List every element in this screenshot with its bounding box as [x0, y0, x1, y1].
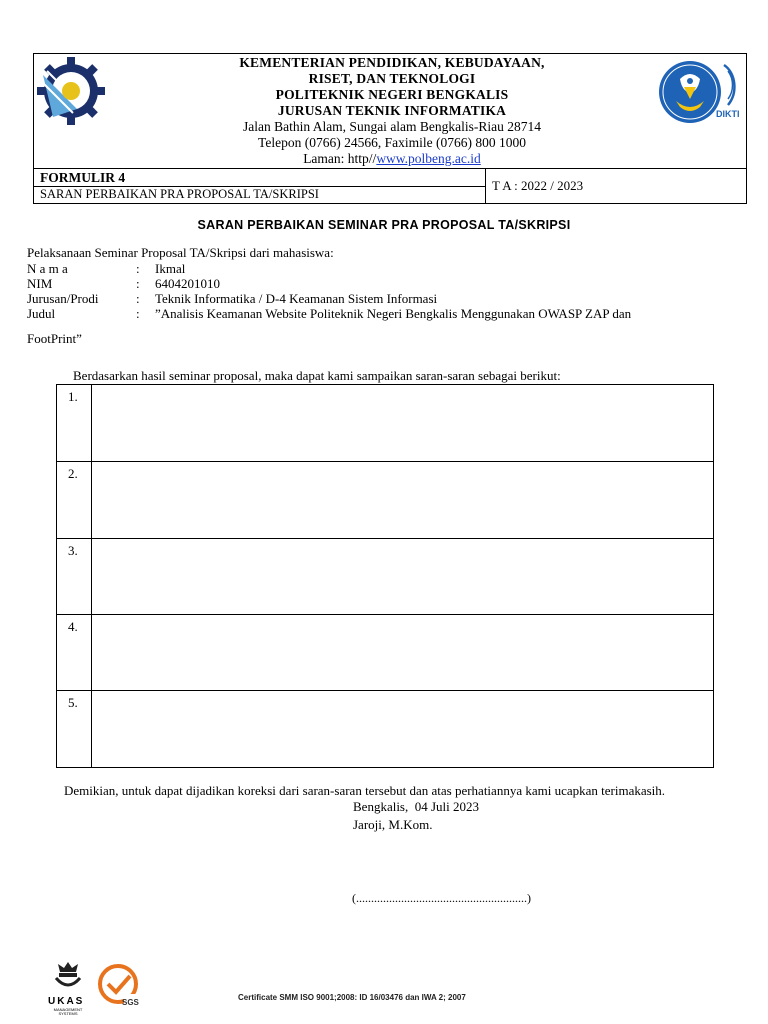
letterhead	[33, 53, 747, 169]
website	[184, 151, 600, 167]
dikti-logo-icon	[654, 59, 744, 125]
field-label: NIM	[27, 276, 53, 291]
ukas-logo-icon	[42, 958, 94, 1018]
field-label: Judul	[27, 306, 56, 321]
address: Jalan Bathin Alam, Sungai alam Bengkalis-Riau 28714	[242, 119, 542, 134]
polbeng-logo-icon	[37, 57, 105, 125]
suggestion-number: 2.	[68, 466, 78, 481]
certificate-text: Certificate SMM ISO 9001;2008: ID 16/03476 dan IWA 2; 2007	[238, 993, 466, 1002]
sgs-logo-icon	[96, 962, 144, 1012]
signature-line: (.........................................................)	[352, 891, 531, 905]
suggestion-number: 3.	[68, 543, 78, 558]
sgs-text: SGS	[122, 998, 139, 1007]
suggestions-table	[56, 384, 714, 768]
ukas-subtext: MANAGEMENT SYSTEMS	[53, 1007, 83, 1016]
field-colon: :	[136, 291, 140, 306]
suggestions-intro: Berdasarkan hasil seminar proposal, maka dapat kami sampaikan saran-saran sebagai berikut:	[73, 368, 561, 383]
title-continuation: FootPrint”	[27, 331, 82, 346]
suggestion-row[interactable]	[57, 385, 713, 462]
academic-year: T A : 2022 / 2023	[492, 178, 584, 193]
ministry-line-1: KEMENTERIAN PENDIDIKAN, KEBUDAYAAN,	[239, 55, 545, 70]
letterhead-text	[184, 55, 600, 167]
phone: Telepon (0766) 24566, Faximile (0766) 800 1000	[258, 135, 526, 150]
department-name: JURUSAN TEKNIK INFORMATIKA	[277, 103, 507, 118]
ukas-text: UKAS	[48, 996, 85, 1007]
website-prefix: Laman: http//	[303, 151, 377, 166]
suggestion-number: 4.	[68, 619, 78, 634]
suggestion-row[interactable]	[57, 615, 713, 691]
suggestion-number: 5.	[68, 695, 78, 710]
form-id-row	[33, 169, 747, 204]
field-value: 6404201010	[155, 276, 220, 291]
website-link[interactable]: www.polbeng.ac.id	[376, 151, 481, 166]
suggestion-number: 1.	[68, 389, 78, 404]
field-colon: :	[136, 276, 140, 291]
closing-statement: Demikian, untuk dapat dijadikan koreksi dari saran-saran tersebut dan atas perhatiannya kami ucapkan terimakasih.	[64, 783, 666, 798]
form-number: FORMULIR 4	[40, 170, 126, 185]
ministry-line-2: RISET, DAN TEKNOLOGI	[308, 71, 476, 86]
field-value: ”Analisis Keamanan Website Politeknik Negeri Bengkalis Menggunakan OWASP ZAP dan	[155, 306, 632, 321]
dikti-logo-text: DIKTI	[716, 109, 740, 119]
student-field-title	[0, 307, 768, 321]
suggestion-row[interactable]	[57, 691, 713, 767]
field-value: Teknik Informatika / D-4 Keamanan Sistem Informasi	[155, 291, 438, 306]
field-label: N a m a	[27, 261, 68, 276]
field-label: Jurusan/Prodi	[27, 291, 99, 306]
institution-name: POLITEKNIK NEGERI BENGKALIS	[275, 87, 509, 102]
form-id-cell	[34, 169, 486, 203]
place-date: Bengkalis, 04 Juli 2023	[353, 799, 480, 814]
student-field-name	[0, 262, 768, 276]
student-intro: Pelaksanaan Seminar Proposal TA/Skripsi dari mahasiswa:	[27, 245, 334, 260]
field-value: Ikmal	[155, 261, 186, 276]
student-field-prodi	[0, 292, 768, 306]
field-colon: :	[136, 261, 140, 276]
examiner-name: Jaroji, M.Kom.	[353, 817, 433, 832]
suggestion-row[interactable]	[57, 539, 713, 615]
document-title: SARAN PERBAIKAN SEMINAR PRA PROPOSAL TA/SKRIPSI	[197, 218, 571, 232]
field-colon: :	[136, 306, 140, 321]
suggestion-row[interactable]	[57, 462, 713, 539]
form-name: SARAN PERBAIKAN PRA PROPOSAL TA/SKRIPSI	[40, 187, 319, 201]
student-field-nim	[0, 277, 768, 291]
